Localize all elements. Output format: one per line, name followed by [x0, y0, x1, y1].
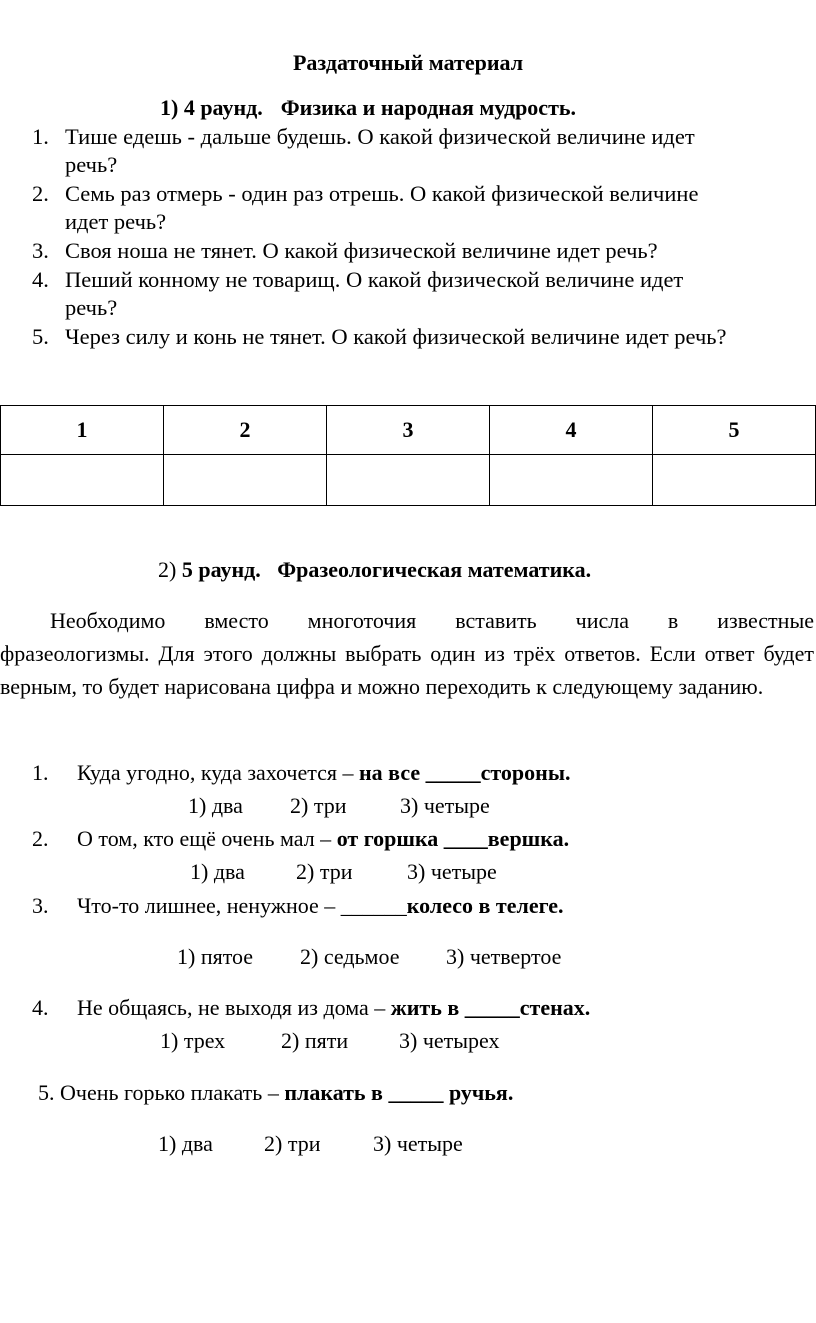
question-text: О том, кто ещё очень мал – — [77, 826, 337, 851]
round2-heading — [158, 557, 591, 583]
table-header-cell: 1 — [1, 406, 164, 455]
list-item — [20, 266, 816, 322]
question-phrase: жить в _____стенах. — [390, 995, 591, 1020]
phraseology-question — [32, 995, 590, 1021]
round2-instructions — [0, 604, 814, 703]
round1-question-list — [20, 123, 816, 352]
option[interactable]: 1) пятое — [177, 944, 254, 969]
list-item — [20, 180, 816, 236]
item-text: Тише едешь - дальше будешь. О какой физической величине идет — [65, 124, 695, 149]
instructions-first-line: Необходимо вместо многоточия вставить числа в известные — [50, 608, 814, 633]
answer-options — [177, 944, 561, 970]
document-title: Раздаточный материал — [292, 50, 524, 75]
list-item — [20, 237, 816, 265]
list-item — [20, 323, 816, 351]
option[interactable]: 1) два — [190, 859, 245, 884]
instructions-rest: фразеологизмы. Для этого должны выбрать один из трёх ответов. Если ответ будет верным, то будет нарисована цифра и можно переходить к следующему заданию. — [0, 641, 814, 699]
phraseology-question — [32, 893, 564, 919]
table-answer-row — [1, 455, 816, 506]
answer-cell[interactable] — [327, 455, 490, 506]
answer-table — [0, 405, 816, 506]
item-number: 2. — [32, 181, 49, 206]
round2-heading-round: 5 раунд. — [181, 557, 261, 582]
question-phrase: от горшка ____вершка. — [336, 826, 570, 851]
item-text: Семь раз отмерь - один раз отрешь. О какой физической величине — [65, 181, 699, 206]
question-phrase: плакать в _____ ручья. — [284, 1080, 514, 1105]
item-number: 5. — [32, 324, 49, 349]
phraseology-question — [32, 760, 571, 786]
option[interactable]: 3) четырех — [399, 1028, 500, 1053]
answer-cell[interactable] — [490, 455, 653, 506]
item-text-continued: идет речь? — [65, 209, 167, 234]
question-phrase: колесо в телеге. — [406, 893, 564, 918]
item-text-continued: речь? — [65, 295, 118, 320]
option[interactable]: 2) три — [290, 793, 347, 818]
option[interactable]: 2) пяти — [281, 1028, 349, 1053]
option[interactable]: 3) четвертое — [446, 944, 562, 969]
option[interactable]: 3) четыре — [373, 1131, 463, 1156]
item-text-continued: речь? — [65, 152, 118, 177]
question-text: Что-то лишнее, ненужное – ______ — [77, 893, 407, 918]
question-number: 4. — [32, 995, 49, 1020]
answer-options — [158, 1131, 463, 1157]
round1-heading-title: Физика и народная мудрость. — [280, 95, 577, 120]
answer-options — [190, 859, 497, 885]
option[interactable]: 2) три — [264, 1131, 321, 1156]
item-text: Пеший конному не товарищ. О какой физической величине идет — [65, 267, 684, 292]
answer-cell[interactable] — [164, 455, 327, 506]
phraseology-question — [32, 826, 569, 852]
round2-heading-number: 2) — [158, 557, 177, 582]
table-header-cell: 2 — [164, 406, 327, 455]
round1-heading-number: 1) 4 раунд. — [160, 95, 263, 120]
table-header-cell: 4 — [490, 406, 653, 455]
item-number: 1. — [32, 124, 49, 149]
question-text: Очень горько плакать – — [60, 1080, 285, 1105]
option[interactable]: 1) два — [188, 793, 243, 818]
option[interactable]: 3) четыре — [400, 793, 490, 818]
question-text: Куда угодно, куда захочется – — [77, 760, 359, 785]
answer-options — [188, 793, 490, 819]
question-text: Не общаясь, не выходя из дома – — [77, 995, 391, 1020]
item-text: Через силу и конь не тянет. О какой физической величине идет речь? — [65, 324, 727, 349]
question-number: 5. — [38, 1080, 55, 1105]
table-header-cell: 3 — [327, 406, 490, 455]
option[interactable]: 1) два — [158, 1131, 213, 1156]
round1-heading — [160, 95, 576, 121]
question-number: 3. — [32, 893, 49, 918]
answer-cell[interactable] — [1, 455, 164, 506]
question-phrase: на все _____стороны. — [359, 760, 571, 785]
list-item — [20, 123, 816, 179]
option[interactable]: 1) трех — [160, 1028, 226, 1053]
option[interactable]: 3) четыре — [407, 859, 497, 884]
item-number: 3. — [32, 238, 49, 263]
round2-heading-title: Фразеологическая математика. — [277, 557, 592, 582]
table-header-cell: 5 — [653, 406, 816, 455]
question-number: 1. — [32, 760, 49, 785]
item-text: Своя ноша не тянет. О какой физической величине идет речь? — [65, 238, 658, 263]
answer-cell[interactable] — [653, 455, 816, 506]
option[interactable]: 2) седьмое — [300, 944, 400, 969]
item-number: 4. — [32, 267, 49, 292]
phraseology-question — [38, 1080, 513, 1106]
option[interactable]: 2) три — [296, 859, 353, 884]
table-header-row — [1, 406, 816, 455]
question-number: 2. — [32, 826, 49, 851]
answer-options — [160, 1028, 500, 1054]
